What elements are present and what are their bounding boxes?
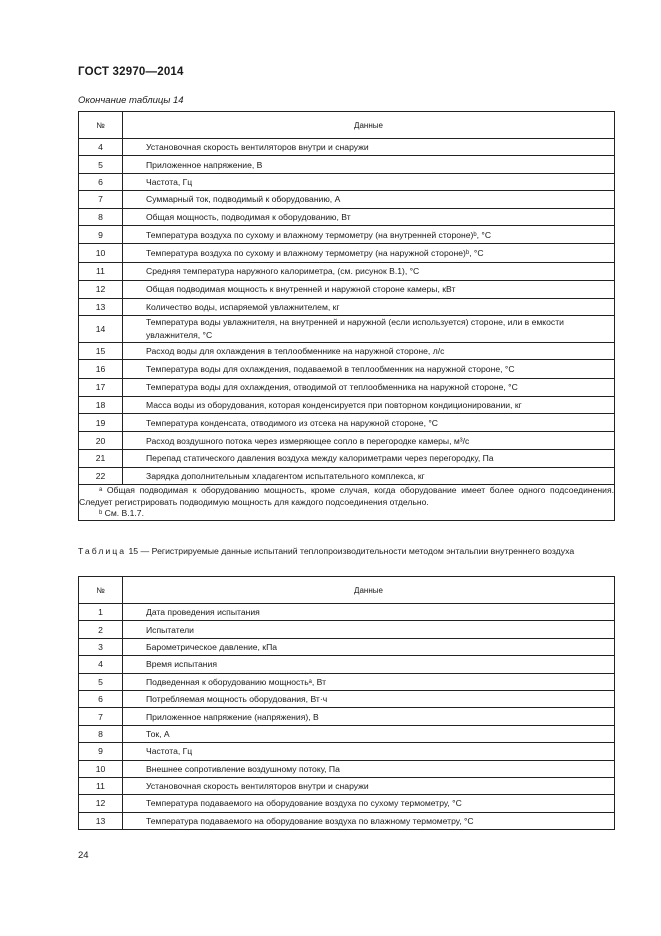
row-number: 2 (79, 621, 123, 638)
row-number: 4 (79, 139, 123, 156)
table-row (79, 191, 615, 208)
row-data: Температура конденсата, отводимого из отсека на наружной стороне, °C (123, 414, 615, 431)
table-row (79, 467, 615, 484)
table-row (79, 638, 615, 655)
row-data: Приложенное напряжение, В (123, 156, 615, 173)
table-row (79, 208, 615, 225)
row-data: Температура воды для охлаждения, отводимой от теплообменника на наружной стороне, °C (123, 378, 615, 396)
table-row (79, 397, 615, 414)
table-header-row (79, 577, 615, 604)
row-data: Масса воды из оборудования, которая конденсируется при повторном кондиционировании, кг (123, 397, 615, 414)
row-number: 6 (79, 173, 123, 190)
row-data: Перепад статического давления воздуха между калориметрами через перегородку, Па (123, 450, 615, 467)
row-data: Внешнее сопротивление воздушному потоку, Па (123, 760, 615, 777)
row-number: 10 (79, 244, 123, 262)
row-data: Температура подаваемого на оборудование воздуха по сухому термометру, °C (123, 795, 615, 812)
table-row (79, 298, 615, 315)
row-data: Температура воды для охлаждения, подаваемой в теплообменник на наружной стороне, °C (123, 360, 615, 378)
row-data: Потребляемая мощность оборудования, Вт·ч (123, 690, 615, 707)
table-row (79, 673, 615, 690)
table-row (79, 342, 615, 359)
row-number: 6 (79, 690, 123, 707)
table-row (79, 777, 615, 794)
row-data: Установочная скорость вентиляторов внутри и снаружи (123, 139, 615, 156)
row-data: Время испытания (123, 656, 615, 673)
row-data: Общая мощность, подводимая к оборудованию, Вт (123, 208, 615, 225)
table-row (79, 360, 615, 378)
footnote-b: ᵇ См. В.1.7. (99, 508, 144, 519)
row-number: 22 (79, 467, 123, 484)
table-15-title-text: 15 — Регистрируемые данные испытаний теплопроизводительности методом энтальпии внутреннего воздуха (126, 546, 575, 556)
row-number: 7 (79, 191, 123, 208)
row-number: 17 (79, 378, 123, 396)
row-number: 8 (79, 725, 123, 742)
table-row (79, 656, 615, 673)
table-row (79, 604, 615, 621)
row-number: 19 (79, 414, 123, 431)
row-data: Температура воздуха по сухому и влажному термометру (на наружной стороне)ᵇ, °C (123, 244, 615, 262)
table-14 (78, 111, 615, 521)
row-number: 15 (79, 342, 123, 359)
row-data: Количество воды, испаряемой увлажнителем, кг (123, 298, 615, 315)
table-row (79, 225, 615, 243)
row-number: 8 (79, 208, 123, 225)
table-14-caption: Окончание таблицы 14 (78, 95, 184, 106)
row-data: Установочная скорость вентиляторов внутри и снаружи (123, 777, 615, 794)
row-data: Температура воздуха по сухому и влажному термометру (на внутренней стороне)ᵇ, °C (123, 225, 615, 243)
row-number: 13 (79, 298, 123, 315)
row-data: Температура воды увлажнителя, на внутренней и наружной (если используется) стороне, или в емкости увлажнителя, °C (123, 315, 615, 342)
row-number: 11 (79, 777, 123, 794)
row-number: 3 (79, 638, 123, 655)
table-row (79, 431, 615, 449)
document-header: ГОСТ 32970—2014 (78, 66, 184, 78)
row-number: 5 (79, 673, 123, 690)
table-row (79, 690, 615, 707)
table-row (79, 139, 615, 156)
row-number: 10 (79, 760, 123, 777)
table-row (79, 621, 615, 638)
row-data: Частота, Гц (123, 173, 615, 190)
row-number: 1 (79, 604, 123, 621)
row-data: Общая подводимая мощность к внутренней и наружной стороне камеры, кВт (123, 281, 615, 298)
page-number: 24 (78, 850, 89, 861)
row-number: 14 (79, 315, 123, 342)
row-number: 5 (79, 156, 123, 173)
row-data: Расход воздушного потока через измеряющее сопло в перегородке камеры, м³/с (123, 431, 615, 449)
row-number: 13 (79, 812, 123, 829)
row-data: Дата проведения испытания (123, 604, 615, 621)
row-data: Зарядка дополнительным хладагентом испытательного комплекса, кг (123, 467, 615, 484)
column-header-data: Данные (123, 112, 615, 139)
row-data: Частота, Гц (123, 743, 615, 760)
table-row (79, 450, 615, 467)
row-data: Барометрическое давление, кПа (123, 638, 615, 655)
footnote-a: ᵃ Общая подводимая к оборудованию мощность, кроме случая, когда оборудование имеет более одного подсоединения. Следует регистрировать подводимую мощность для каждого подсоединения отдельно. (79, 485, 614, 507)
table-row (79, 315, 615, 342)
table-row (79, 281, 615, 298)
row-data: Приложенное напряжение (напряжения), В (123, 708, 615, 725)
table-row (79, 743, 615, 760)
table-row (79, 378, 615, 396)
row-number: 9 (79, 743, 123, 760)
table-notes-row (79, 485, 615, 521)
row-data: Испытатели (123, 621, 615, 638)
row-number: 16 (79, 360, 123, 378)
row-number: 20 (79, 431, 123, 449)
table-row (79, 725, 615, 742)
column-header-data: Данные (123, 577, 615, 604)
row-number: 12 (79, 795, 123, 812)
table-row (79, 760, 615, 777)
row-data: Подведенная к оборудованию мощностьᵃ, Вт (123, 673, 615, 690)
row-data: Ток, А (123, 725, 615, 742)
table-15-title (78, 545, 615, 558)
table-row (79, 708, 615, 725)
table-row (79, 795, 615, 812)
table-row (79, 812, 615, 829)
column-header-number: № (79, 577, 123, 604)
row-number: 18 (79, 397, 123, 414)
row-data: Температура подаваемого на оборудование воздуха по влажному термометру, °C (123, 812, 615, 829)
table-row (79, 244, 615, 262)
row-number: 12 (79, 281, 123, 298)
row-number: 9 (79, 225, 123, 243)
table-row (79, 156, 615, 173)
row-data: Средняя температура наружного калориметра, (см. рисунок В.1), °C (123, 262, 615, 280)
row-number: 21 (79, 450, 123, 467)
row-data: Суммарный ток, подводимый к оборудованию, А (123, 191, 615, 208)
table-15 (78, 576, 615, 830)
table-15-title-prefix: Таблица (78, 546, 127, 556)
table-row (79, 414, 615, 431)
row-number: 4 (79, 656, 123, 673)
table-header-row (79, 112, 615, 139)
table-notes (79, 485, 615, 521)
table-row (79, 173, 615, 190)
row-number: 7 (79, 708, 123, 725)
table-row (79, 262, 615, 280)
row-number: 11 (79, 262, 123, 280)
row-data: Расход воды для охлаждения в теплообменнике на наружной стороне, л/с (123, 342, 615, 359)
column-header-number: № (79, 112, 123, 139)
